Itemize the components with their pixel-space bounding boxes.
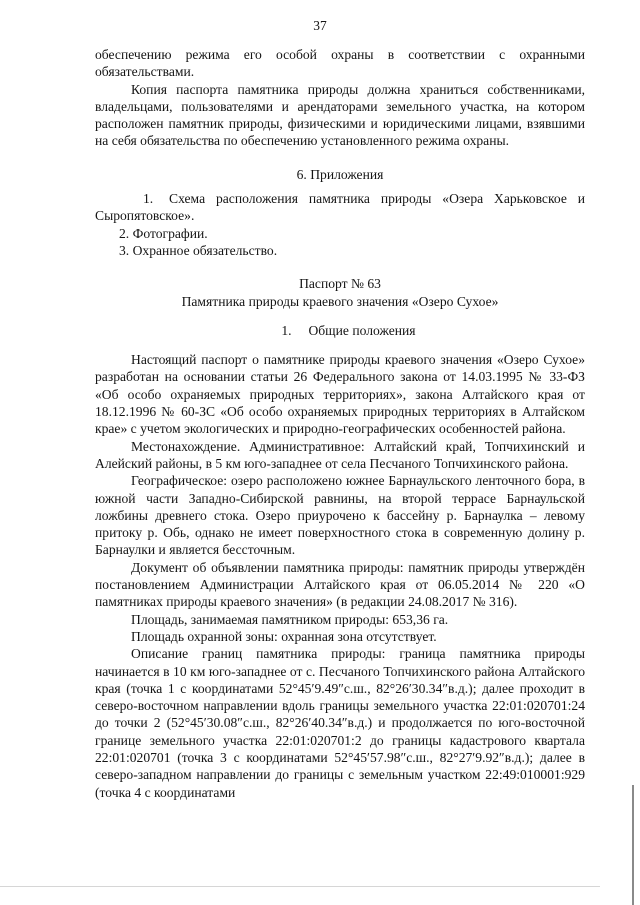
paragraph-boundaries: Описание границ памятника природы: граница памятника природы начинается в 10 км юго-западнее от с. Песчаного Топчихинского района Алтайского края (точка 1 с координатами 52°45′9.49″с.ш., 82°26′30.34″в.д.); далее проходит в северо-восточном направлении вдоль границы земельного участка 22:01:020701:24 до точки 2 (52°45′30.08″с.ш., 82°26′40.34″в.д.) и продолжается по юго-восточной границе земельного участка 22:01:020701:2 до границы кадастрового квартала 22:01:020701 (точка 3 с координатами 52°45′57.98″с.ш., 82°27′9.92″в.д.); далее в северо-западном направлении до границы с земельным участком 22:49:010001:929 (точка 4 с координатами (95, 646, 585, 800)
passport-title: Паспорт № 63 (299, 276, 381, 292)
appendix-item (95, 190, 585, 225)
appendix-item-text: Фотографии. (132, 225, 208, 241)
paragraph-basis: Настоящий паспорт о памятнике природы краевого значения «Озеро Сухое» разработан на основании статьи 26 Федерального закона от 14.03.1995 № 33-ФЗ «Об особо охраняемых природных территориях», закона Алтайского края от 18.12.1996 № 60-ЗС «Об особо охраняемых природных территориях в Алтайском крае» с учетом экологических и природно-географических особенностей района. (95, 352, 585, 437)
scan-edge-mark (632, 785, 634, 905)
appendix-item-text: Охранное обязательство. (132, 242, 278, 258)
section-title: Общие положения (308, 322, 416, 338)
section-number: 1. (281, 322, 292, 338)
document-body (95, 46, 585, 801)
paragraph-passport-copy: Копия паспорта памятника природы должна храниться собственниками, владельцами, пользователями и арендаторами земельного участка, на котором расположен памятник природы, физическими и юридическими лицами, взявшими на себя обязательства по обеспечению установленного режима охраны. (95, 81, 585, 149)
appendix-item (95, 225, 585, 242)
page-number: 37 (313, 18, 327, 33)
paragraph-continuation: обеспечению режима его особой охраны в соответствии с охранными обязательствами. (95, 47, 585, 80)
appendix-list (95, 190, 585, 259)
paragraph-area: Площадь, занимаемая памятником природы: 653,36 га. (131, 611, 449, 627)
paragraph-document: Документ об объявлении памятника природы: памятник природы утверждён постановлением Администрации Алтайского края от 06.05.2014 № 220 «О памятниках природы краевого значения» (в редакции 24.08.2017 № 316). (95, 559, 585, 610)
appendix-item-number: 3. (119, 242, 130, 258)
appendix-item-number: 2. (119, 225, 130, 241)
section-heading-general (95, 322, 585, 339)
appendix-item (95, 242, 585, 259)
general-provisions (95, 351, 585, 801)
paragraph-location: Местонахождение. Административное: Алтайский край, Топчихинский и Алейский районы, в 5 км юго-западнее от села Песчаного Топчихинского района. (95, 438, 585, 471)
passport-subtitle: Памятника природы краевого значения «Озеро Сухое» (181, 293, 499, 309)
appendix-item-text: Схема расположения памятника природы «Озера Харьковское и Сыропятовское». (95, 191, 585, 224)
paragraph-buffer-zone: Площадь охранной зоны: охранная зона отсутствует. (131, 628, 437, 644)
section-heading-appendix: 6. Приложения (296, 166, 384, 182)
scan-bottom-rule (0, 886, 600, 887)
paragraph-geography: Географическое: озеро расположено южнее Барнаульского ленточного бора, в южной части Западно-Сибирской равнины, на второй террасе Барнаульской ложбины древнего стока. Озеро приурочено к бассейну р. Барнаулка – левому притоку р. Обь, однако не имеет поверхностного стока в современную долину р. Барнаулки и является бессточным. (95, 473, 585, 558)
appendix-item-number: 1. (143, 191, 154, 207)
